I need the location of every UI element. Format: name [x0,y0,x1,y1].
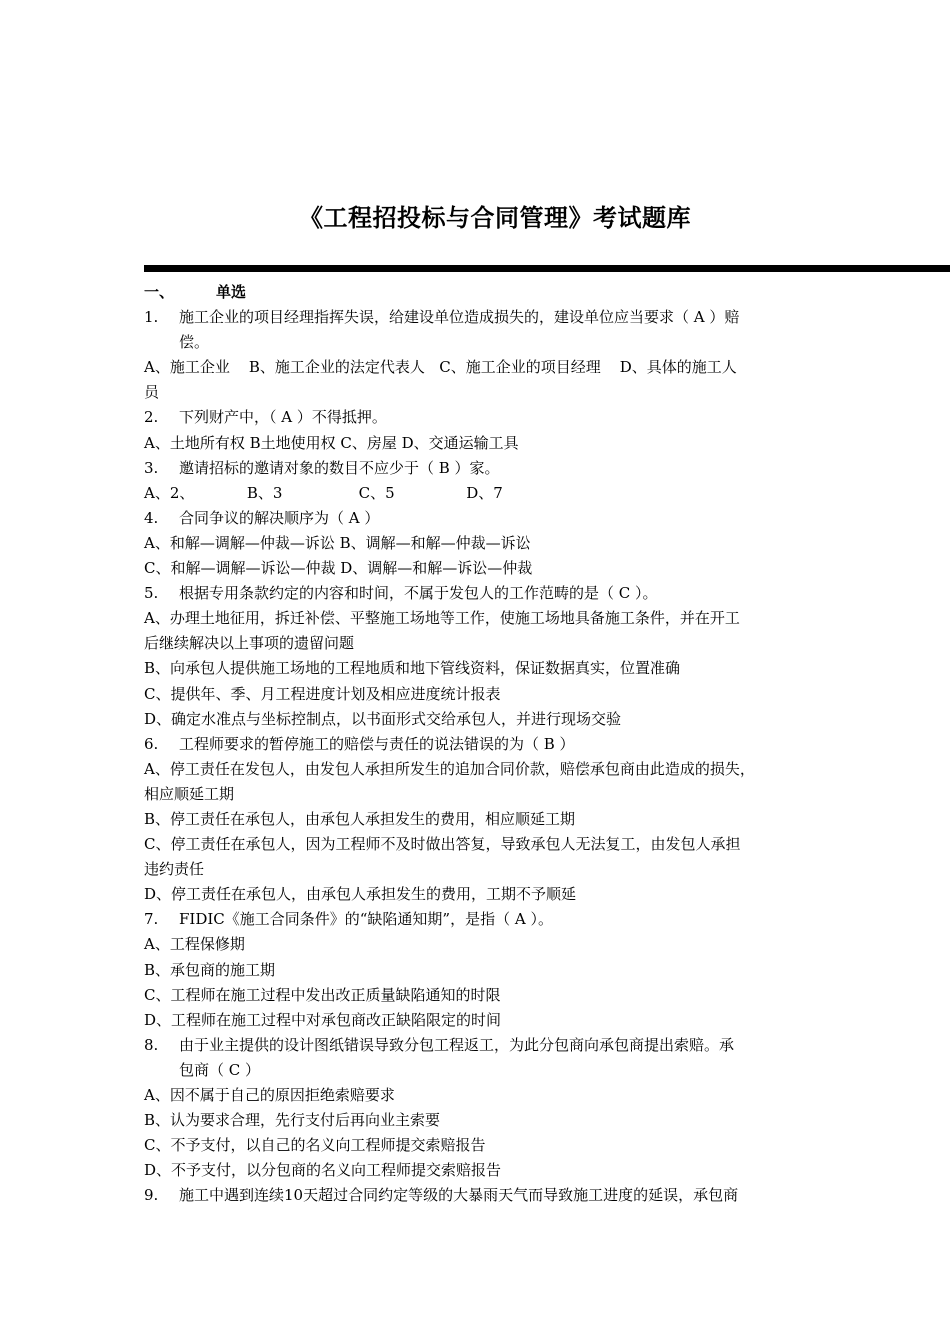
section-heading [144,280,824,305]
question-text-continued: 偿。 [179,333,210,352]
option-line: A、和解—调解—仲裁—诉讼 B、调解—和解—仲裁—诉讼 [144,533,531,552]
option-line: B、承包商的施工期 [144,960,276,979]
question-line [144,1183,824,1208]
option-line: A、因不属于自己的原因拒绝索赔要求 [144,1086,395,1104]
question-text: FIDIC《施工合同条件》的“缺陷通知期”，是指（ A ）。 [179,910,553,929]
document-title: 《工程招投标与合同管理》考试题库 [299,204,691,232]
option-line: 相应顺延工期 [144,784,235,803]
question-line [144,732,824,757]
option-line: D、确定水准点与坐标控制点，以书面形式交给承包人，并进行现场交验 [144,709,622,728]
section-number: 一、 [144,283,175,301]
option-line: D、工程师在施工过程中对承包商改正缺陷限定的时间 [144,1010,502,1029]
question-list [144,280,824,1208]
question-text: 施工中遇到连续10天超过合同约定等级的大暴雨天气而导致施工进度的延误，承包商 [179,1186,739,1205]
question-line [144,1033,824,1058]
question-line [144,581,824,606]
question-number: 1. [144,308,159,327]
question-number: 7. [144,910,159,929]
option-line: A、2、 B、3 C、5 D、7 [144,483,503,502]
question-number: 2. [144,408,159,427]
option-line: B、停工责任在承包人，由承包人承担发生的费用，相应顺延工期 [144,809,576,828]
option-line: 员 [144,383,160,402]
question-number: 4. [144,508,159,527]
option-line: C、停工责任在承包人，因为工程师不及时做出答复，导致承包人无法复工，由发包人承担 [144,835,741,854]
question-number: 9. [144,1186,159,1205]
option-line: A、办理土地征用，拆迁补偿、平整施工场地等工作，使施工场地具备施工条件，并在开工 [144,609,740,628]
option-line: 后继续解决以上事项的遗留问题 [144,634,355,653]
question-text: 施工企业的项目经理指挥失误，给建设单位造成损失的，建设单位应当要求（ A ）赔 [179,308,740,327]
option-line: B、向承包人提供施工场地的工程地质和地下管线资料，保证数据真实，位置准确 [144,659,681,678]
title-divider [144,265,950,272]
option-line: D、不予支付，以分包商的名义向工程师提交索赔报告 [144,1161,502,1180]
question-line [144,506,824,531]
question-text: 根据专用条款约定的内容和时间，不属于发包人的工作范畴的是（ C ）。 [179,584,658,603]
question-number: 8. [144,1035,159,1054]
option-line: B、认为要求合理，先行支付后再向业主索要 [144,1111,441,1130]
option-line: A、土地所有权 B土地使用权 C、房屋 D、交通运输工具 [144,433,519,452]
option-line: C、工程师在施工过程中发出改正质量缺陷通知的时限 [144,985,501,1004]
option-line: C、提供年、季、月工程进度计划及相应进度统计报表 [144,684,501,703]
question-text-continued: 包商（ C ） [179,1060,261,1079]
option-line: 违约责任 [144,860,205,879]
question-text: 工程师要求的暂停施工的赔偿与责任的说法错误的为（ B ） [179,734,575,753]
question-line [144,907,824,932]
option-line: C、不予支付，以自己的名义向工程师提交索赔报告 [144,1136,486,1155]
question-number: 3. [144,458,159,477]
question-number: 6. [144,734,159,753]
option-line: D、停工责任在承包人，由承包人承担发生的费用，工期不予顺延 [144,885,577,904]
option-line: A、停工责任在发包人，由发包人承担所发生的追加合同价款，赔偿承包商由此造成的损失， [144,759,755,778]
question-number: 5. [144,584,159,603]
question-text: 邀请招标的邀请对象的数目不应少于（ B ）家。 [179,458,500,477]
question-text: 合同争议的解决顺序为（ A ） [179,508,380,527]
option-line: A、施工企业 B、施工企业的法定代表人 C、施工企业的项目经理 D、具体的施工人 [144,358,737,377]
section-label: 单选 [216,283,247,301]
option-line: C、和解—调解—诉讼—仲裁 D、调解—和解—诉讼—仲裁 [144,559,533,578]
question-line [144,305,824,330]
question-text: 由于业主提供的设计图纸错误导致分包工程返工，为此分包商向承包商提出索赔。承 [179,1035,735,1054]
question-text: 下列财产中，（ A ）不得抵押。 [179,408,387,427]
question-line [144,456,824,481]
option-line: A、工程保修期 [144,935,245,954]
question-line [144,405,824,430]
